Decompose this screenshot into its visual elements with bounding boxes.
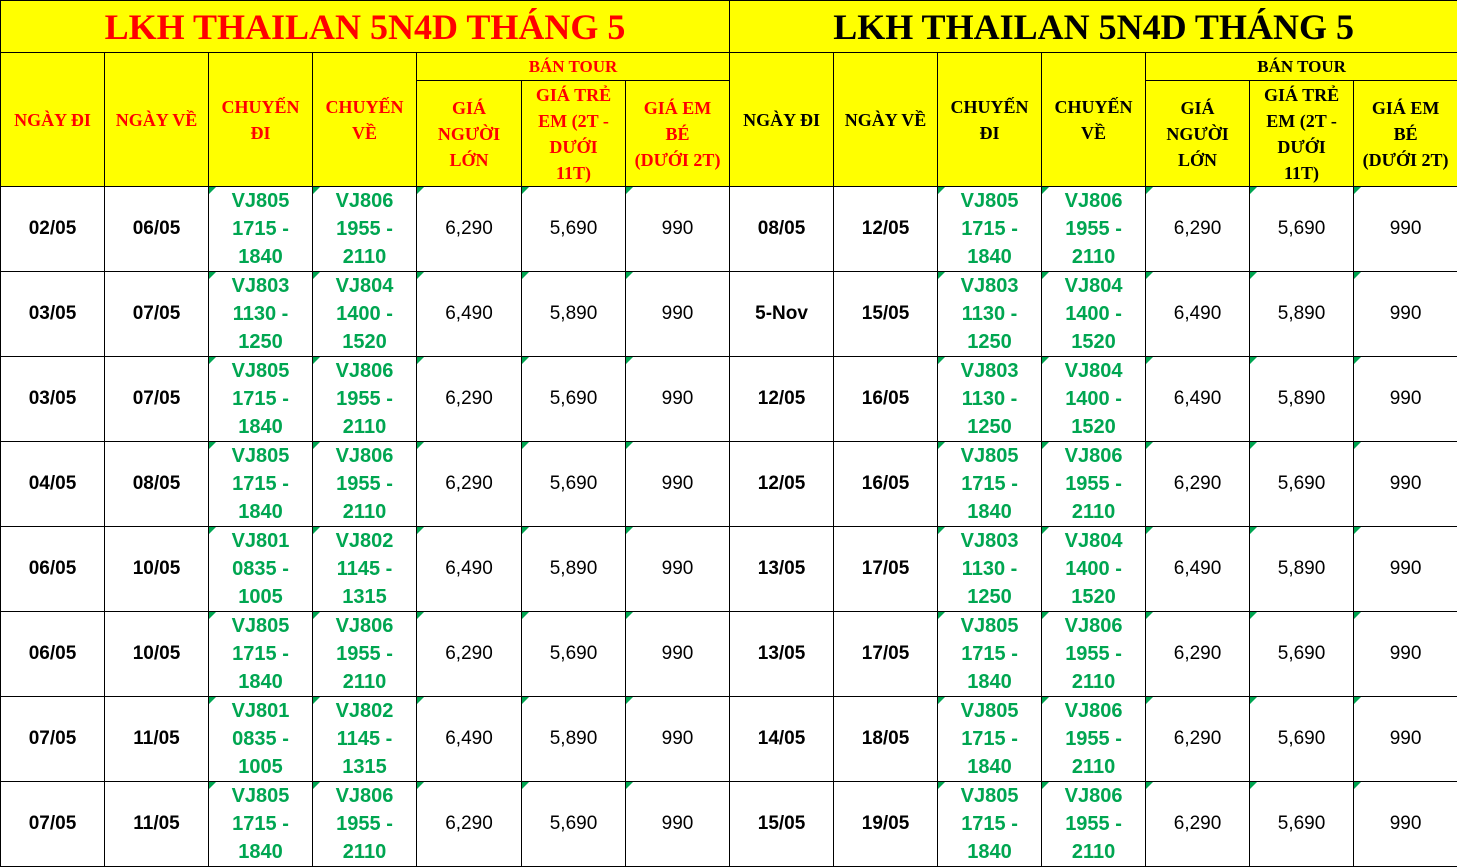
outbound-flight: [209, 527, 313, 612]
outbound-flight: [938, 612, 1042, 697]
flight-line: 1400 -: [1042, 555, 1145, 583]
adult-price: 6,490: [1146, 357, 1250, 442]
infant-price: 990: [1354, 782, 1457, 867]
flight-line: 2110: [313, 668, 416, 696]
flight-line: 1840: [938, 498, 1041, 526]
title-right: LKH THAILAN 5N4D THÁNG 5: [730, 1, 1457, 53]
flight-line: VJ805: [938, 187, 1041, 215]
flight-line: VJ801: [209, 527, 312, 555]
flight-line: 1130 -: [938, 300, 1041, 328]
child-price: 5,690: [1250, 782, 1354, 867]
flight-line: 1955 -: [1042, 215, 1145, 243]
child-price: 5,890: [522, 527, 626, 612]
flight-line: 1005: [209, 753, 312, 781]
return-date: 17/05: [834, 527, 938, 612]
infant-price: 990: [1354, 272, 1457, 357]
outbound-flight: [209, 357, 313, 442]
infant-price: 990: [626, 442, 730, 527]
departure-date: 02/05: [1, 187, 105, 272]
return-date: 11/05: [105, 697, 209, 782]
flight-line: VJ805: [938, 442, 1041, 470]
table-row: [1, 697, 1457, 782]
infant-price: 990: [626, 357, 730, 442]
child-price: 5,890: [1250, 527, 1354, 612]
flight-line: 1955 -: [1042, 470, 1145, 498]
departure-date: 07/05: [1, 697, 105, 782]
infant-price: 990: [1354, 697, 1457, 782]
return-date: 10/05: [105, 612, 209, 697]
child-price: 5,690: [1250, 187, 1354, 272]
flight-line: 1400 -: [1042, 300, 1145, 328]
return-flight: [313, 272, 417, 357]
return-date: 17/05: [834, 612, 938, 697]
adult-price: 6,290: [417, 782, 522, 867]
outbound-flight: [938, 782, 1042, 867]
outbound-flight: [209, 442, 313, 527]
flight-line: VJ805: [938, 782, 1041, 810]
adult-price: 6,290: [417, 357, 522, 442]
departure-date: 07/05: [1, 782, 105, 867]
flight-line: 2110: [1042, 668, 1145, 696]
flight-line: 1840: [938, 668, 1041, 696]
flight-line: 2110: [313, 498, 416, 526]
flight-line: 1955 -: [313, 810, 416, 838]
flight-line: VJ806: [1042, 697, 1145, 725]
flight-line: VJ805: [938, 697, 1041, 725]
table-row: [1, 612, 1457, 697]
flight-line: VJ804: [313, 272, 416, 300]
return-date: 15/05: [834, 272, 938, 357]
header-ban-tour-left: BÁN TOUR: [417, 53, 730, 81]
flight-line: 1250: [938, 413, 1041, 441]
flight-line: 1715 -: [938, 215, 1041, 243]
adult-price: 6,290: [1146, 442, 1250, 527]
flight-line: 1130 -: [938, 385, 1041, 413]
header-ban-tour-right: BÁN TOUR: [1146, 53, 1457, 81]
flight-line: 0835 -: [209, 555, 312, 583]
infant-price: 990: [1354, 527, 1457, 612]
flight-line: VJ805: [209, 187, 312, 215]
child-price: 5,690: [522, 612, 626, 697]
outbound-flight: [209, 697, 313, 782]
return-flight: [313, 782, 417, 867]
title-row: [1, 1, 1457, 53]
flight-line: 1840: [938, 243, 1041, 271]
child-price: 5,690: [1250, 442, 1354, 527]
flight-line: 2110: [1042, 243, 1145, 271]
header-row-1: [1, 53, 1457, 81]
flight-line: VJ805: [209, 612, 312, 640]
return-flight: [1042, 442, 1146, 527]
outbound-flight: [938, 697, 1042, 782]
departure-date: 03/05: [1, 357, 105, 442]
outbound-flight: [209, 187, 313, 272]
flight-line: 1130 -: [209, 300, 312, 328]
departure-date: 12/05: [730, 442, 834, 527]
departure-date: 08/05: [730, 187, 834, 272]
adult-price: 6,490: [1146, 527, 1250, 612]
table-row: [1, 782, 1457, 867]
child-price: 5,890: [522, 272, 626, 357]
adult-price: 6,290: [417, 442, 522, 527]
adult-price: 6,290: [1146, 612, 1250, 697]
flight-line: VJ806: [313, 782, 416, 810]
flight-line: 0835 -: [209, 725, 312, 753]
flight-line: VJ803: [938, 527, 1041, 555]
return-date: 08/05: [105, 442, 209, 527]
child-price: 5,690: [1250, 697, 1354, 782]
flight-line: 1250: [938, 583, 1041, 611]
flight-line: VJ804: [1042, 272, 1145, 300]
child-price: 5,690: [1250, 612, 1354, 697]
flight-line: 2110: [313, 838, 416, 866]
table-row: [1, 187, 1457, 272]
return-flight: [1042, 782, 1146, 867]
flight-line: 1520: [1042, 583, 1145, 611]
return-date: 06/05: [105, 187, 209, 272]
flight-line: VJ801: [209, 697, 312, 725]
flight-line: 1715 -: [209, 215, 312, 243]
departure-date: 12/05: [730, 357, 834, 442]
flight-line: 1840: [209, 668, 312, 696]
child-price: 5,690: [522, 187, 626, 272]
departure-date: 06/05: [1, 612, 105, 697]
flight-line: VJ806: [1042, 187, 1145, 215]
flight-line: 1955 -: [1042, 640, 1145, 668]
adult-price: 6,290: [1146, 187, 1250, 272]
flight-line: 1520: [313, 328, 416, 356]
return-date: 12/05: [834, 187, 938, 272]
flight-line: 1840: [938, 838, 1041, 866]
header-ngay-ve-left: NGÀY VỀ: [105, 53, 209, 187]
child-price: 5,690: [522, 357, 626, 442]
flight-line: 1715 -: [938, 810, 1041, 838]
flight-line: 2110: [1042, 838, 1145, 866]
adult-price: 6,290: [1146, 782, 1250, 867]
table-row: [1, 272, 1457, 357]
header-ngay-ve-right: NGÀY VỀ: [834, 53, 938, 187]
child-price: 5,690: [522, 782, 626, 867]
return-date: 07/05: [105, 357, 209, 442]
outbound-flight: [938, 187, 1042, 272]
return-flight: [1042, 527, 1146, 612]
header-gia-em-be-left: GIÁ EM BÉ (DƯỚI 2T): [626, 81, 730, 187]
flight-line: 1715 -: [209, 385, 312, 413]
return-flight: [1042, 187, 1146, 272]
return-date: 16/05: [834, 442, 938, 527]
flight-line: 1955 -: [313, 385, 416, 413]
table-row: [1, 527, 1457, 612]
return-flight: [1042, 697, 1146, 782]
flight-line: VJ805: [209, 442, 312, 470]
flight-line: 1840: [209, 838, 312, 866]
flight-line: 1400 -: [1042, 385, 1145, 413]
outbound-flight: [209, 782, 313, 867]
outbound-flight: [938, 357, 1042, 442]
child-price: 5,890: [1250, 357, 1354, 442]
flight-line: VJ804: [1042, 527, 1145, 555]
flight-line: 1145 -: [313, 725, 416, 753]
infant-price: 990: [1354, 187, 1457, 272]
return-flight: [313, 187, 417, 272]
departure-date: 13/05: [730, 527, 834, 612]
header-gia-tre-em-right: GIÁ TRẺ EM (2T - DƯỚI 11T): [1250, 81, 1354, 187]
infant-price: 990: [626, 612, 730, 697]
return-flight: [313, 357, 417, 442]
return-date: 16/05: [834, 357, 938, 442]
return-date: 11/05: [105, 782, 209, 867]
table-row: [1, 442, 1457, 527]
flight-line: VJ805: [209, 357, 312, 385]
flight-line: 1715 -: [938, 725, 1041, 753]
flight-line: 1715 -: [209, 470, 312, 498]
departure-date: 15/05: [730, 782, 834, 867]
return-flight: [313, 442, 417, 527]
flight-line: 2110: [313, 413, 416, 441]
flight-line: 1955 -: [313, 215, 416, 243]
flight-line: 1250: [938, 328, 1041, 356]
header-gia-tre-em-left: GIÁ TRẺ EM (2T - DƯỚI 11T): [522, 81, 626, 187]
flight-line: VJ805: [938, 612, 1041, 640]
return-flight: [313, 527, 417, 612]
header-chuyen-di-right: CHUYẾN ĐI: [938, 53, 1042, 187]
flight-line: 1840: [209, 243, 312, 271]
flight-line: VJ806: [313, 612, 416, 640]
header-gia-em-be-right: GIÁ EM BÉ (DƯỚI 2T): [1354, 81, 1457, 187]
flight-line: 1520: [1042, 328, 1145, 356]
adult-price: 6,290: [417, 187, 522, 272]
flight-line: 1250: [209, 328, 312, 356]
departure-date: 06/05: [1, 527, 105, 612]
flight-line: 1315: [313, 753, 416, 781]
flight-line: VJ802: [313, 527, 416, 555]
flight-line: 1400 -: [313, 300, 416, 328]
infant-price: 990: [626, 272, 730, 357]
header-gia-nguoi-lon-right: GIÁ NGƯỜI LỚN: [1146, 81, 1250, 187]
return-flight: [1042, 357, 1146, 442]
flight-line: 1005: [209, 583, 312, 611]
child-price: 5,890: [522, 697, 626, 782]
flight-line: VJ806: [313, 442, 416, 470]
header-chuyen-ve-left: CHUYẾN VỀ: [313, 53, 417, 187]
flight-line: VJ804: [1042, 357, 1145, 385]
return-flight: [313, 697, 417, 782]
flight-line: 1840: [209, 498, 312, 526]
title-left: LKH THAILAN 5N4D THÁNG 5: [1, 1, 730, 53]
flight-line: 1955 -: [1042, 810, 1145, 838]
flight-line: VJ806: [1042, 612, 1145, 640]
departure-date: 13/05: [730, 612, 834, 697]
outbound-flight: [938, 442, 1042, 527]
flight-line: 1840: [938, 753, 1041, 781]
header-chuyen-di-left: CHUYẾN ĐI: [209, 53, 313, 187]
flight-line: VJ803: [209, 272, 312, 300]
return-flight: [1042, 612, 1146, 697]
flight-line: 1715 -: [209, 640, 312, 668]
return-flight: [1042, 272, 1146, 357]
flight-line: 1715 -: [209, 810, 312, 838]
adult-price: 6,290: [1146, 697, 1250, 782]
flight-line: 1315: [313, 583, 416, 611]
infant-price: 990: [626, 527, 730, 612]
return-flight: [313, 612, 417, 697]
flight-line: 2110: [1042, 753, 1145, 781]
return-date: 07/05: [105, 272, 209, 357]
flight-line: 1955 -: [313, 640, 416, 668]
flight-line: 1955 -: [1042, 725, 1145, 753]
table-row: [1, 357, 1457, 442]
outbound-flight: [938, 527, 1042, 612]
return-date: 19/05: [834, 782, 938, 867]
infant-price: 990: [626, 697, 730, 782]
flight-line: 1520: [1042, 413, 1145, 441]
flight-line: VJ806: [313, 357, 416, 385]
adult-price: 6,490: [417, 697, 522, 782]
infant-price: 990: [1354, 357, 1457, 442]
flight-line: VJ806: [1042, 782, 1145, 810]
flight-line: 1130 -: [938, 555, 1041, 583]
flight-line: VJ803: [938, 272, 1041, 300]
adult-price: 6,490: [417, 272, 522, 357]
adult-price: 6,490: [417, 527, 522, 612]
return-date: 18/05: [834, 697, 938, 782]
outbound-flight: [938, 272, 1042, 357]
flight-line: 2110: [313, 243, 416, 271]
outbound-flight: [209, 612, 313, 697]
header-ngay-di-left: NGÀY ĐI: [1, 53, 105, 187]
departure-date: 03/05: [1, 272, 105, 357]
flight-line: 1715 -: [938, 640, 1041, 668]
flight-line: VJ803: [938, 357, 1041, 385]
flight-line: VJ805: [209, 782, 312, 810]
departure-date: 5-Nov: [730, 272, 834, 357]
infant-price: 990: [1354, 442, 1457, 527]
outbound-flight: [209, 272, 313, 357]
adult-price: 6,290: [417, 612, 522, 697]
infant-price: 990: [1354, 612, 1457, 697]
flight-line: 1715 -: [938, 470, 1041, 498]
header-chuyen-ve-right: CHUYẾN VỀ: [1042, 53, 1146, 187]
infant-price: 990: [626, 187, 730, 272]
header-ngay-di-right: NGÀY ĐI: [730, 53, 834, 187]
flight-line: VJ806: [1042, 442, 1145, 470]
child-price: 5,690: [522, 442, 626, 527]
adult-price: 6,490: [1146, 272, 1250, 357]
flight-line: VJ806: [313, 187, 416, 215]
flight-line: 1840: [209, 413, 312, 441]
return-date: 10/05: [105, 527, 209, 612]
flight-line: 1955 -: [313, 470, 416, 498]
flight-line: VJ802: [313, 697, 416, 725]
child-price: 5,890: [1250, 272, 1354, 357]
infant-price: 990: [626, 782, 730, 867]
departure-date: 14/05: [730, 697, 834, 782]
flight-line: 2110: [1042, 498, 1145, 526]
flight-line: 1145 -: [313, 555, 416, 583]
header-gia-nguoi-lon-left: GIÁ NGƯỜI LỚN: [417, 81, 522, 187]
departure-date: 04/05: [1, 442, 105, 527]
